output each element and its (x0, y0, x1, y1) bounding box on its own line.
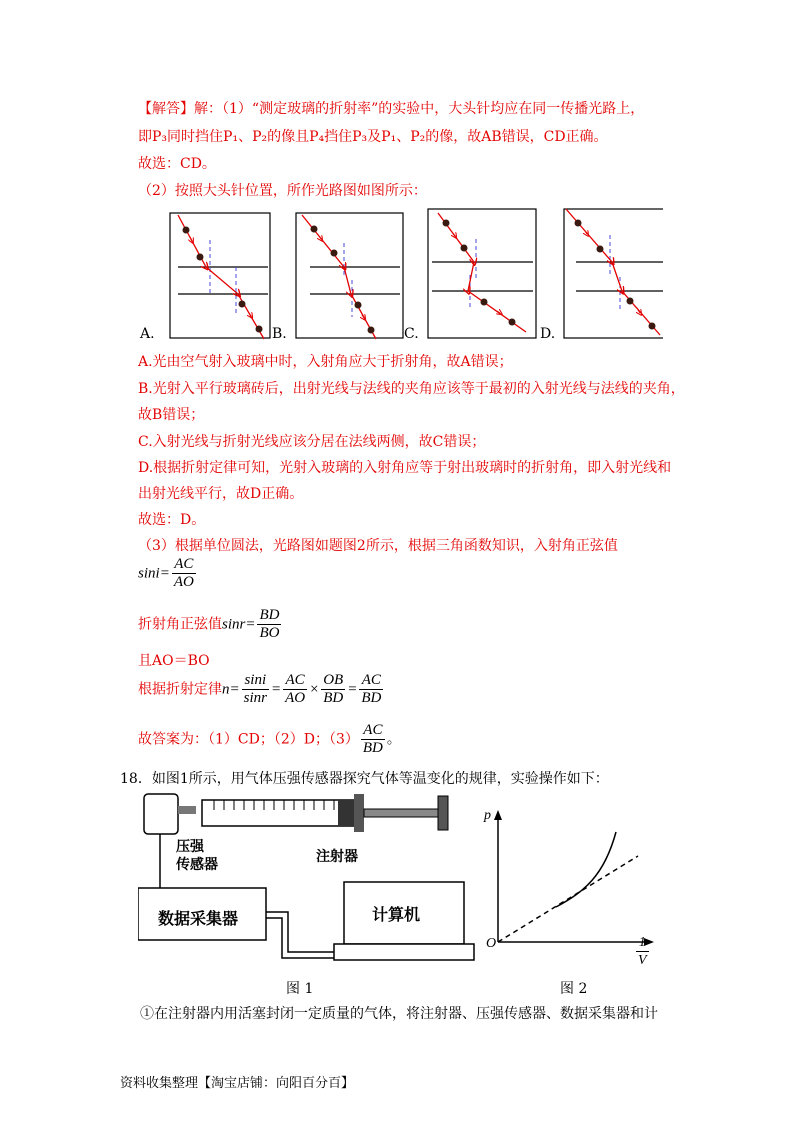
option-a-text: A.光由空气射入玻璃中时，入射角应大于折射角，故A错误； (138, 354, 513, 370)
panel-a (170, 213, 270, 339)
answer-line-2: 即P₃同时挡住P₁、P₂的像且P₄挡住P₃及P₁、P₂的像，故AB错误，CD正确。 (138, 129, 608, 145)
axis-p-label: p (484, 808, 491, 823)
panel-label-b: B. (272, 326, 287, 342)
question-18-stem: 18．如图1所示，用气体压强传感器探究气体等温变化的规律，实验操作如下： (120, 771, 609, 787)
axis-x-label: $\frac{1}{V}$ (638, 935, 647, 968)
option-d-text-1: D.根据折射定律可知，光射入玻璃的入射角应等于射出玻璃时的折射角，即入射光线和 (138, 460, 672, 476)
footer-source: 资料收集整理【淘宝店铺：向阳百分百】 (120, 1076, 355, 1091)
panel-c (428, 209, 536, 338)
computer-label: 计算机 (372, 905, 421, 924)
figure-1-caption: 图 1 (286, 981, 314, 997)
formula-sini: sini= $\frac{AC}{AO}$ (138, 556, 194, 590)
formula-refraction-law: 根据折射定律n= $\frac{\sin i}{\sin r}$ = $\frac{AC}{AO}$ × $\frac{OB}{BD}$ = $\frac{AC}{BD}$ (138, 672, 382, 706)
panel-b (296, 213, 403, 339)
axis-origin-label: O (486, 936, 497, 951)
collector-label: 数据采集器 (158, 909, 239, 928)
answer-part3-intro: （3）根据单位圆法，光路图如题图2所示，根据三角函数知识，入射角正弦值 (138, 538, 618, 554)
option-b-text-1: B.光射入平行玻璃砖后，出射光线与法线的夹角应该等于最初的入射光线与法线的夹角， (138, 381, 685, 397)
answer-choice-2: 故选：D。 (138, 512, 206, 528)
syringe-label: 注射器 (316, 849, 358, 865)
light-path-figures (138, 205, 663, 345)
panel-label-a: A. (140, 326, 155, 342)
question-18-step-1: ①在注射器内用活塞封闭一定质量的气体，将注射器、压强传感器、数据采集器和计 (140, 1006, 658, 1022)
formula-sinr: 折射角正弦值sinr= $\frac{BD}{BO}$ (138, 607, 280, 641)
figure-2-caption: 图 2 (560, 981, 588, 997)
answer-part2-intro: （2）按照大头针位置，所作光路图如图所示： (138, 183, 427, 199)
panel-label-d: D. (540, 326, 556, 342)
answer-line-1: 【解答】解：（1）“测定玻璃的折射率”的实验中，大头针均应在同一传播光路上， (138, 101, 645, 117)
final-answer: 故答案为：（1）CD；（2）D；（3） $\frac{AC}{BD}$ 。 (138, 722, 401, 756)
ao-equals-bo: 且AO＝BO (138, 653, 210, 669)
answer-head: 【解答】 (138, 101, 194, 117)
answer-choice-1: 故选：CD。 (138, 156, 216, 172)
sensor-label: 压强 传感器 (176, 839, 218, 873)
panel-d (564, 209, 663, 338)
option-c-text: C.入射光线与折射光线应该分居在法线两侧，故C错误； (138, 434, 486, 450)
option-b-text-2: 故B错误； (138, 407, 205, 423)
panel-label-c: C. (404, 326, 419, 342)
option-d-text-2: 出射光线平行，故D正确。 (138, 486, 304, 502)
figure-1-apparatus (138, 790, 658, 995)
